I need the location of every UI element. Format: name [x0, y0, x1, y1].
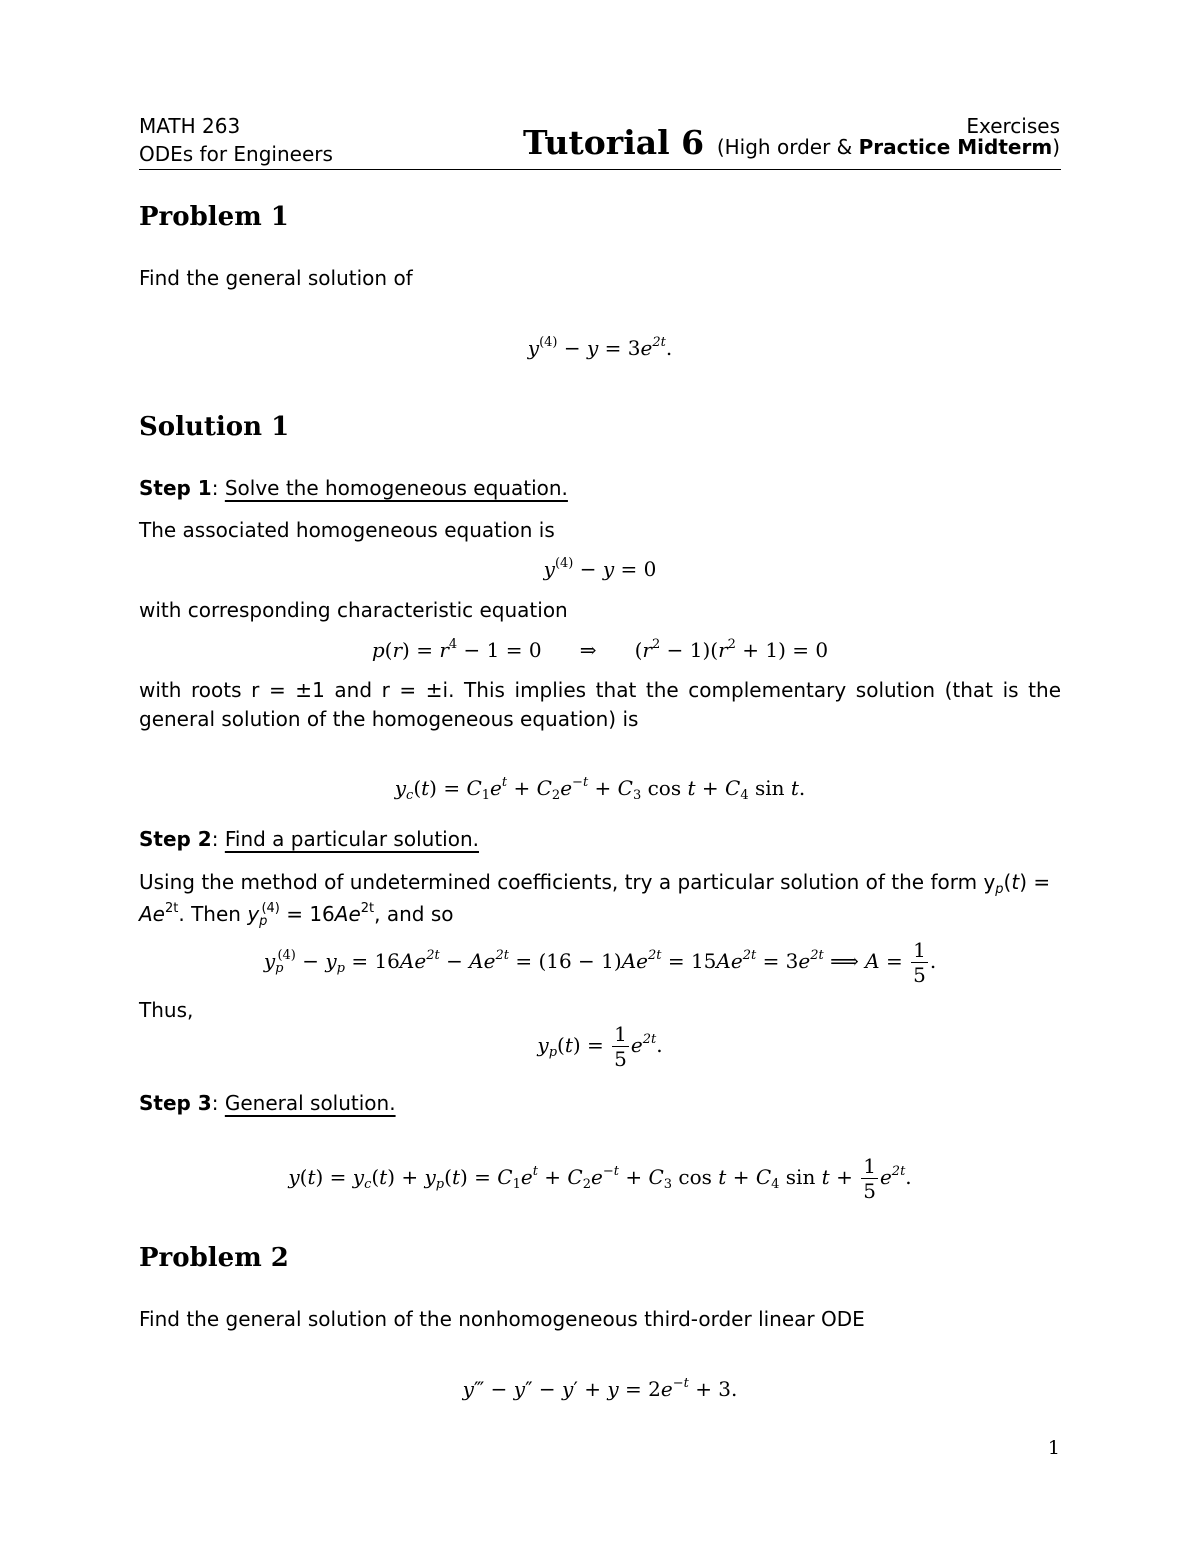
step-2-text-line-2: $Ae^{2t}$. Then $y_p^{(4)} = 16Ae^{2t}$, and so [139, 901, 454, 929]
step-2-text: Using the method of undetermined coefficients, try a particular solution of the form y [139, 870, 996, 894]
step-3-title: General solution. [224, 1091, 396, 1115]
step-1-text: The associated homogeneous equation is [139, 518, 555, 542]
problem-1-heading: Problem 1 [139, 202, 289, 232]
header-rule [139, 169, 1061, 170]
step-2-line: Step 2: Find a particular solution. [139, 827, 479, 851]
step-2-title: Find a particular solution. [224, 827, 479, 851]
particular-solution: $y_p(t)$ = $\frac{1}{5}$ $e^{2t}$. [537, 1022, 663, 1071]
roots-text: with roots r = ±1 and r = ±i. This implies that the complementary solution (that is the general solution of the homogeneous equation) is [139, 678, 1061, 731]
problem-1-equation: $y^{(4)} - y = 3e^{2t}$. [527, 335, 673, 360]
solution-1-heading: Solution 1 [139, 412, 290, 442]
general-solution: $y(t) = y_c(t) + y_p(t) = C_1e^t + C_2e^{-t} + C_3$ $\cos t + C_4$ sin t + $\frac{1}{5}$ $e^{2t}$. [288, 1154, 912, 1203]
thus-text: Thus, [139, 998, 194, 1022]
step-1-title: Solve the homogeneous equation. [224, 476, 568, 500]
problem-2-prompt: Find the general solution of the nonhomogeneous third-order linear ODE [139, 1307, 865, 1331]
problem-2-heading: Problem 2 [139, 1243, 289, 1273]
page-number: 1 [1047, 1437, 1060, 1459]
homogeneous-equation: $y^{(4)} - y = 0$ [543, 556, 657, 581]
step-2-text-line-1: Using the method of undetermined coefficients, try a particular solution of the form $y_p(t)$ = [139, 870, 1051, 897]
particular-derivation: $y_p^{(4)} - y_p = 16Ae^{2t} - Ae^{2t} = (16 - 1)Ae^{2t} = 15Ae^{2t} = 3e^{2t}$ ⟹ A = $\frac{1}{5}$ . [263, 938, 937, 987]
characteristic-text: with corresponding characteristic equation [139, 598, 568, 622]
complementary-solution: $y_c(t) = C_1e^t + C_2e^{-t} + C_3$ $\cos t + C_4$ sin t. [394, 775, 806, 803]
course-code: MATH 263 [139, 114, 241, 138]
step-3-label: Step 3 [139, 1091, 212, 1115]
problem-1-prompt: Find the general solution of [139, 266, 413, 290]
characteristic-equation: $p(r) = r^4 - 1 = 0$ ⇒ $(r^2 - 1)(r^2 + 1) = 0$ [371, 637, 829, 662]
step-1-line: Step 1: Solve the homogeneous equation. [139, 476, 568, 500]
problem-2-equation: y‴ − $y'' - y' + y = 2e^{-t} + 3$. [462, 1376, 738, 1401]
step-2-label: Step 2 [139, 827, 212, 851]
tutorial-subtitle-close: ) [1052, 135, 1060, 159]
tutorial-title: Tutorial 6 [523, 123, 705, 162]
tutorial-subtitle-bold: Practice Midterm [858, 135, 1053, 159]
step-1-label: Step 1 [139, 476, 212, 500]
course-name: ODEs for Engineers [139, 142, 333, 166]
doc-kind: Exercises [966, 114, 1060, 138]
tutorial-subtitle-open: (High order & [716, 135, 853, 159]
step-3-line: Step 3: General solution. [139, 1091, 396, 1115]
